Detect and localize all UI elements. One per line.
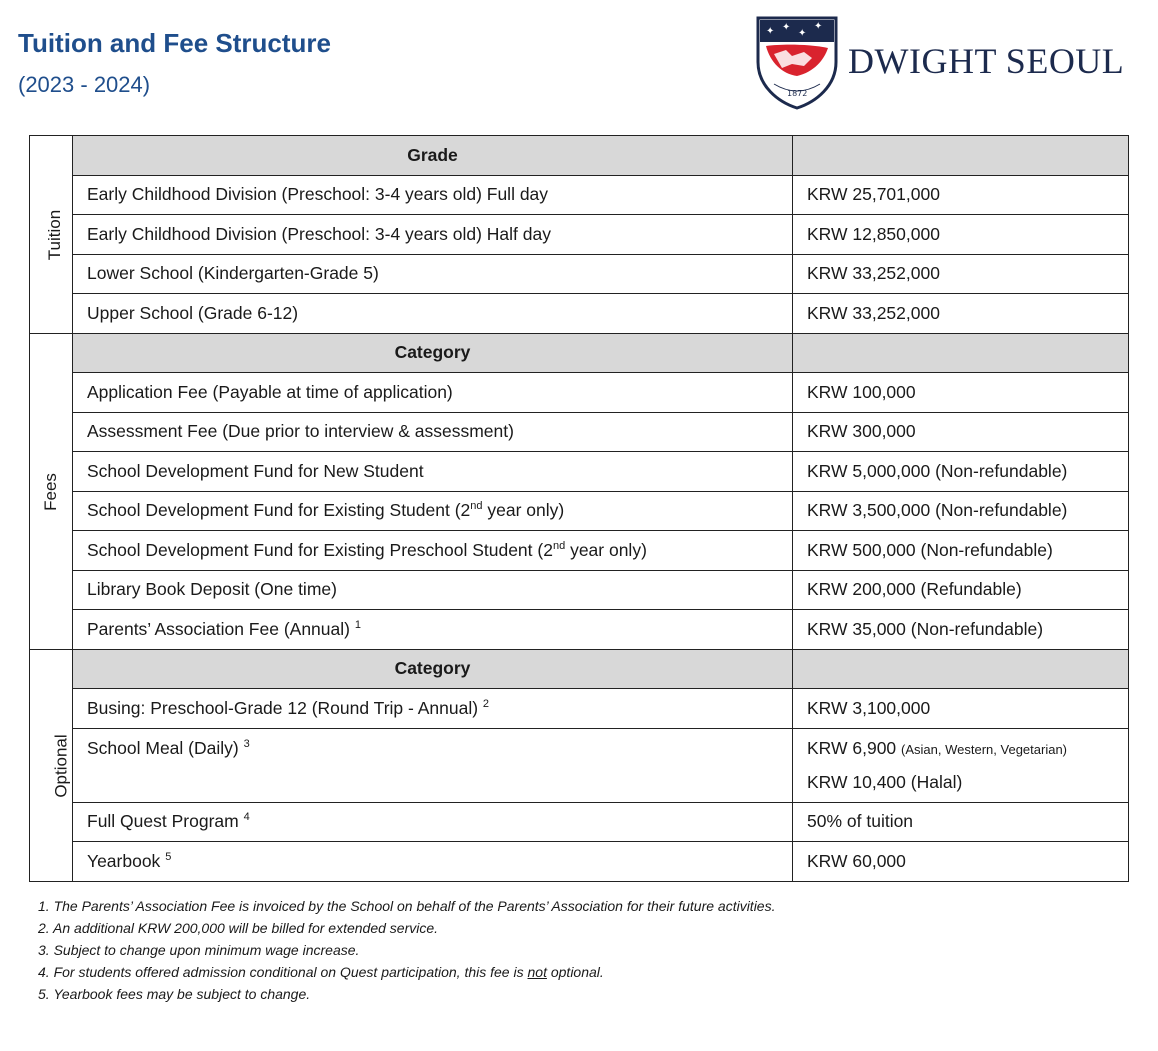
table-row: Assessment Fee (Due prior to interview & assessment) KRW 300,000 bbox=[30, 412, 1129, 452]
table-row: Early Childhood Division (Preschool: 3-4 years old) Half day KRW 12,850,000 bbox=[30, 215, 1129, 255]
academic-year: (2023 - 2024) bbox=[18, 72, 151, 97]
table-row: Library Book Deposit (One time) KRW 200,000 (Refundable) bbox=[30, 570, 1129, 610]
footnote: 2. An additional KRW 200,000 will be billed for extended service. bbox=[38, 920, 439, 936]
svg-text:✦: ✦ bbox=[814, 21, 823, 32]
table-row: Yearbook $^5$ KRW 60,000 bbox=[30, 842, 1129, 882]
footnote: 3. Subject to change upon minimum wage increase. bbox=[38, 942, 360, 958]
column-header-category: Category bbox=[73, 649, 793, 689]
table-row: School Development Fund for Existing Student (2nd year only) KRW 3,500,000 (Non-refundable) bbox=[30, 491, 1129, 531]
table-row: Parents’ Association Fee (Annual) $^1$ KRW 35,000 (Non-refundable) bbox=[30, 610, 1129, 650]
table-row: Application Fee (Payable at time of application) KRW 100,000 bbox=[30, 373, 1129, 413]
table-row: Lower School (Kindergarten-Grade 5) KRW 33,252,000 bbox=[30, 254, 1129, 294]
table-header-row bbox=[30, 136, 1129, 176]
section-label-tuition: Tuition bbox=[30, 136, 73, 334]
crest-year: 1872 bbox=[787, 89, 808, 98]
school-crest-logo bbox=[752, 14, 842, 110]
table-header-row bbox=[30, 333, 1129, 373]
school-name: DWIGHT SEOUL bbox=[848, 41, 1125, 81]
table-row: School Development Fund for Existing Preschool Student (2nd year only) KRW 500,000 (Non-refundable) bbox=[30, 531, 1129, 571]
section-label-fees: Fees bbox=[30, 333, 73, 649]
svg-text:✦: ✦ bbox=[798, 28, 807, 39]
table-row: School Development Fund for New Student KRW 5,000,000 (Non-refundable) bbox=[30, 452, 1129, 492]
table-header-row bbox=[30, 649, 1129, 689]
footnote: 5. Yearbook fees may be subject to change. bbox=[38, 986, 311, 1002]
svg-text:✦: ✦ bbox=[782, 22, 791, 33]
table-row: Busing: Preschool-Grade 12 (Round Trip - Annual) $^2$ KRW 3,100,000 bbox=[30, 689, 1129, 729]
table-row: School Meal (Daily) $^3$ KRW 6,900 (Asian, Western, Vegetarian) KRW 10,400 (Halal) bbox=[30, 728, 1129, 802]
column-header-grade: Grade bbox=[73, 136, 793, 176]
section-label-optional: Optional bbox=[30, 649, 73, 881]
footnote: 1. The Parents’ Association Fee is invoiced by the School on behalf of the Parents’ Association for their future activities. bbox=[38, 898, 776, 914]
table-row: Early Childhood Division (Preschool: 3-4 years old) Full day KRW 25,701,000 bbox=[30, 175, 1129, 215]
page-title: Tuition and Fee Structure bbox=[18, 28, 331, 58]
column-header-category: Category bbox=[73, 333, 793, 373]
footnotes bbox=[38, 895, 775, 1005]
svg-text:✦: ✦ bbox=[766, 26, 775, 37]
table-row: Upper School (Grade 6-12) KRW 33,252,000 bbox=[30, 294, 1129, 334]
footnote: 4. For students offered admission conditional on Quest participation, this fee is not optional. bbox=[38, 964, 604, 980]
table-row: Full Quest Program $^4$ 50% of tuition bbox=[30, 802, 1129, 842]
tuition-fee-table bbox=[29, 135, 1129, 882]
column-header-amount bbox=[793, 136, 1129, 176]
